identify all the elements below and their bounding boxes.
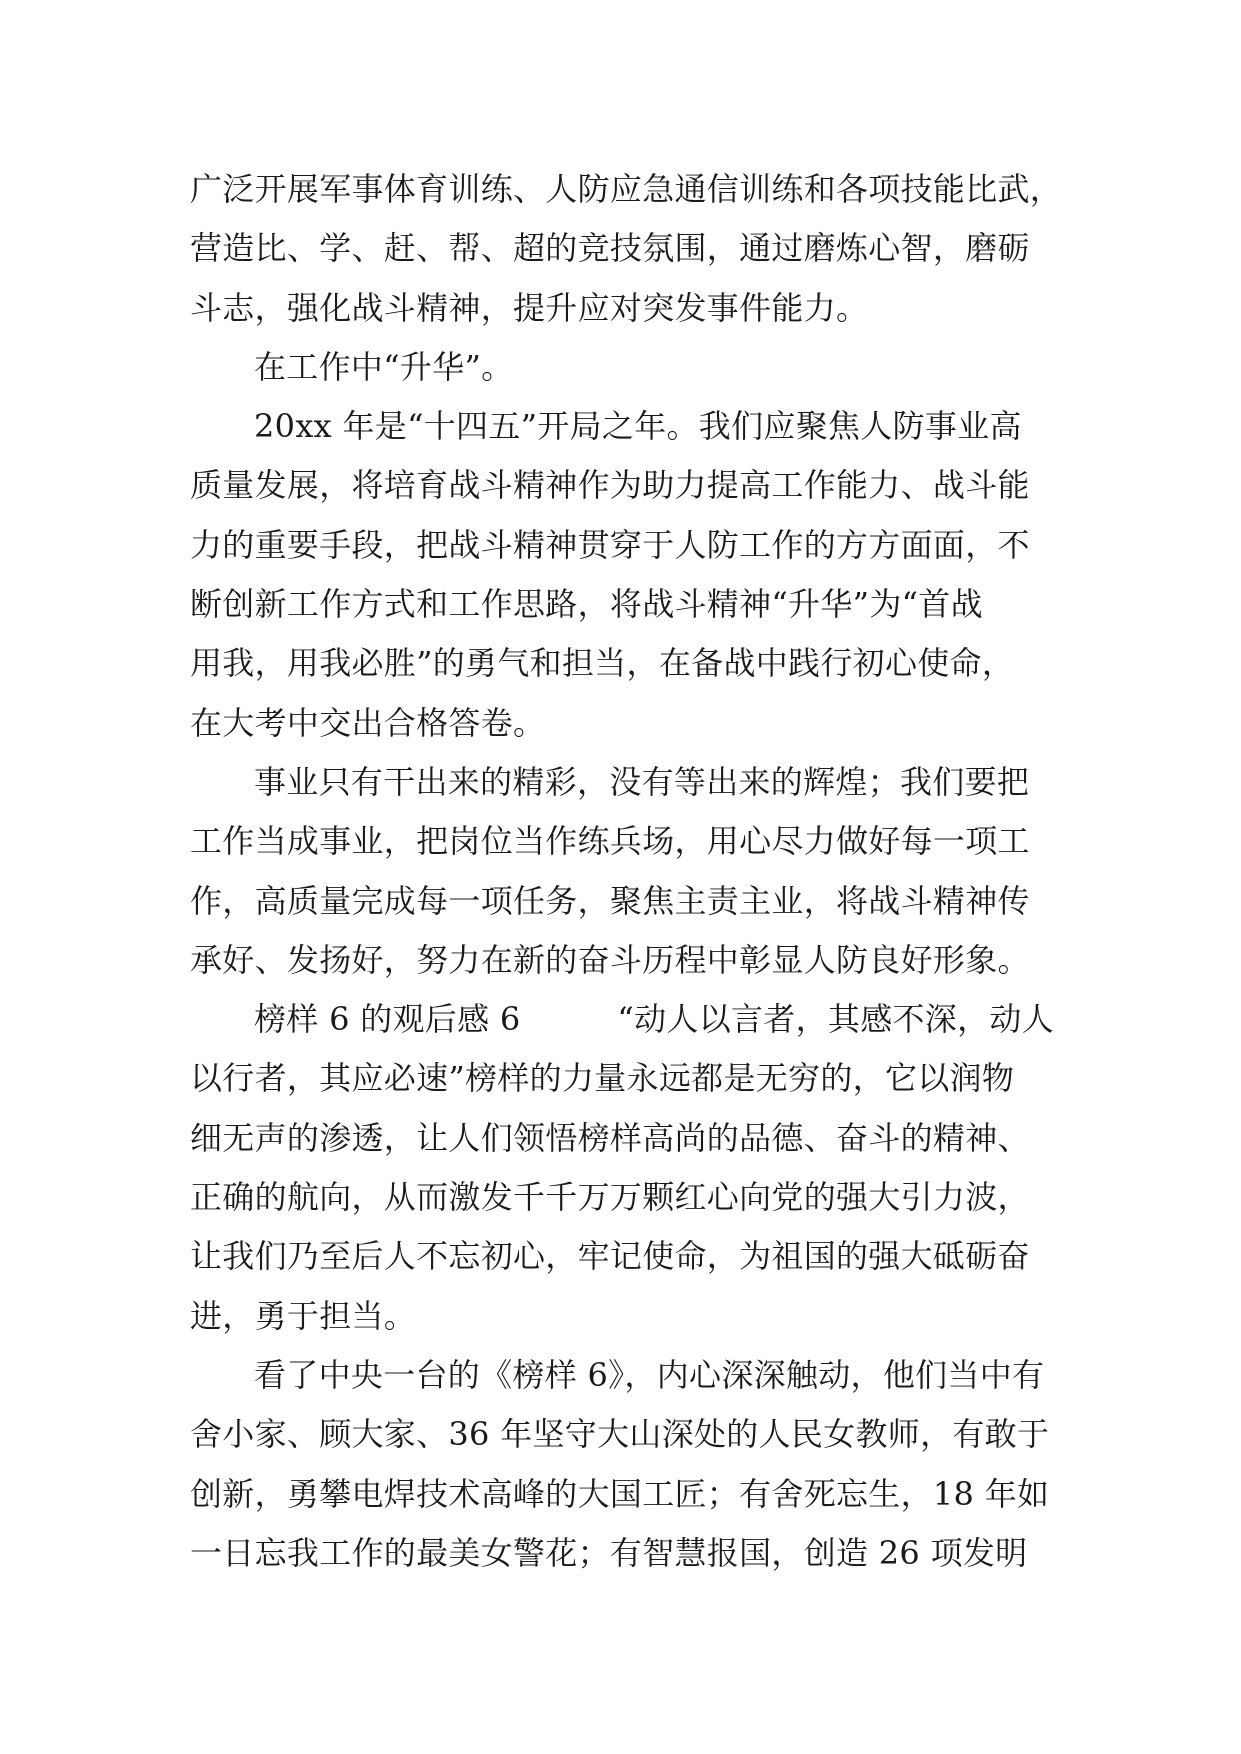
text-line: 力的重要手段，把战斗精神贯穿于人防工作的方方面面，不	[190, 525, 1030, 564]
text-line: 舍小家、顾大家、36 年坚守大山深处的人民女教师，有敢于	[190, 1415, 1050, 1454]
text-line: 质量发展，将培育战斗精神作为助力提高工作能力、战斗能	[190, 466, 1030, 505]
text-line: 广泛开展军事体育训练、人防应急通信训练和各项技能比武，	[190, 170, 1063, 208]
text-line: 工作当成事业，把岗位当作练兵场，用心尽力做好每一项工	[190, 822, 1030, 861]
paragraph-start: 看了中央一台的《榜样 6》，内心深深触动，他们当中有	[254, 1355, 1045, 1394]
paragraph-start: 榜样 6 的观后感 6 “动人以言者，其感不深，动人	[254, 1000, 1054, 1039]
text-line: 细无声的渗透，让人们领悟榜样高尚的品德、奋斗的精神、	[190, 1118, 1030, 1157]
text-line: 在大考中交出合格答卷。	[190, 703, 546, 742]
text-line: 以行者，其应必速”榜样的力量永远都是无穷的，它以润物	[190, 1059, 1015, 1098]
section-heading: 在工作中“升华”。	[254, 347, 514, 386]
text-line: 断创新工作方式和工作思路，将战斗精神“升华”为“首战	[190, 585, 983, 624]
document-body	[190, 160, 1090, 1583]
text-line: 斗志，强化战斗精神，提升应对突发事件能力。	[190, 288, 869, 327]
paragraph-start: 事业只有干出来的精彩，没有等出来的辉煌；我们要把	[254, 762, 1030, 801]
text-line: 承好、发扬好，努力在新的奋斗历程中彰显人防良好形象。	[190, 940, 1030, 979]
text-line: 用我，用我必胜”的勇气和担当，在备战中践行初心使命，	[190, 644, 1015, 683]
text-line: 让我们乃至后人不忘初心，牢记使命，为祖国的强大砥砺奋	[190, 1237, 1030, 1276]
text-line: 正确的航向，从而激发千千万万颗红心向党的强大引力波，	[190, 1178, 1030, 1217]
text-line: 作，高质量完成每一项任务，聚焦主责主业，将战斗精神传	[190, 881, 1030, 920]
text-line: 一日忘我工作的最美女警花；有智慧报国，创造 26 项发明	[190, 1533, 1028, 1572]
text-line: 创新，勇攀电焊技术高峰的大国工匠；有舍死忘生，18 年如	[190, 1474, 1050, 1513]
text-line: 营造比、学、赶、帮、超的竞技氛围，通过磨炼心智，磨砺	[190, 229, 1030, 268]
paragraph-start: 20xx 年是“十四五”开局之年。我们应聚焦人防事业高	[254, 407, 1022, 446]
text-line: 进，勇于担当。	[190, 1296, 417, 1335]
